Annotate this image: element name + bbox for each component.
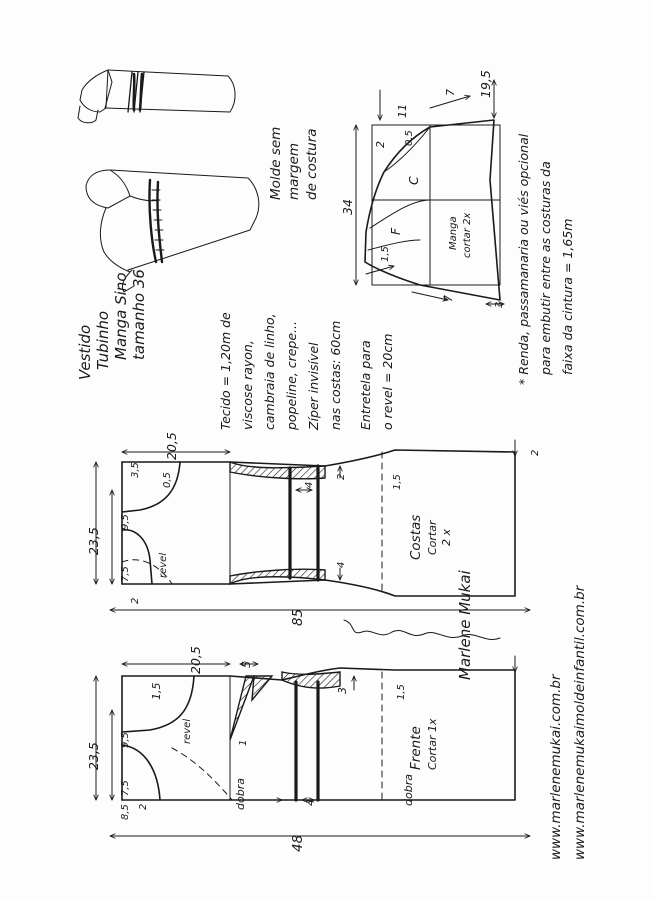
front-revel-label: revel (182, 718, 193, 744)
back-measure-7-5: 7,5 (120, 566, 131, 582)
title-line1: Vestido (76, 324, 94, 380)
sleeve-pattern (356, 80, 504, 304)
dimension-length-85: 85 (290, 608, 306, 626)
sleeve-measure-3: 3 (494, 301, 505, 308)
materials-line8: o revel = 20cm (380, 333, 395, 430)
sleeve-measure-34: 34 (340, 199, 355, 215)
dress-sketch-back (78, 70, 235, 123)
back-measure-2b: 2 (336, 473, 347, 480)
back-label: Costas (408, 514, 424, 560)
signature-mark (344, 620, 500, 640)
front-measure-3: 3 (336, 687, 349, 694)
materials-line7: Entretela para (358, 340, 373, 430)
sleeve-measure-0-5: 0,5 (404, 130, 415, 146)
sleeve-labels (340, 70, 505, 308)
front-measure-9-5: 9,5 (120, 732, 131, 748)
trim-note-line3: faixa da cintura = 1,65m (560, 218, 575, 375)
front-measure-1-5b: 1,5 (396, 684, 407, 700)
back-cut-label: Cortar (426, 520, 439, 555)
sleeve-measure-7a: 7 (444, 89, 457, 96)
back-revel-label: revel (158, 552, 169, 578)
signature: Marlene Mukai (456, 570, 474, 680)
trim-note (516, 133, 575, 385)
sleeve-cut-count: cortar 2x (462, 212, 473, 258)
materials-block (218, 312, 395, 431)
materials-line6: nas costas: 60cm (328, 320, 343, 430)
front-cut-label: Cortar 1x (426, 718, 439, 770)
title-line3: Manga Sino (112, 272, 130, 360)
title-line4: tamanho 36 (130, 269, 148, 360)
title-line2: Tubinho (94, 310, 112, 370)
sleeve-note-line3: de costura (304, 128, 320, 200)
sleeve-measure-11: 11 (396, 104, 409, 118)
front-measure-8-5: 8,5 (120, 804, 131, 820)
materials-line5: Zíper invisível (306, 342, 321, 430)
sleeve-measure-2: 2 (374, 141, 387, 148)
materials-line3: cambraia de linho, (262, 313, 277, 430)
front-label: Frente (408, 726, 424, 770)
front-measure-23-5: 23,5 (86, 742, 101, 770)
front-measure-1: 1 (238, 739, 249, 746)
sleeve-measure-7b: 7 (442, 295, 455, 302)
website-1[interactable]: www.marlenemukai.com.br (548, 674, 564, 860)
sleeve-label-f: F (388, 227, 403, 235)
front-fold-label-1: dobra (234, 778, 247, 810)
front-pattern (96, 656, 515, 800)
back-measure-4a: 4 (304, 481, 315, 488)
back-measure-23-5: 23,5 (86, 527, 101, 555)
front-measure-2: 2 (138, 803, 149, 810)
back-measure-2a: 2 (130, 597, 141, 604)
back-cut-count: 2 x (440, 528, 453, 546)
front-fold-label-2: dobra (402, 774, 415, 806)
back-measure-0-5: 0,5 (162, 472, 173, 488)
materials-line1: Tecido = 1,20m de (218, 312, 233, 430)
materials-line4: popeline, crepe... (284, 321, 299, 430)
back-measure-2c: 2 (530, 449, 541, 456)
sleeve-cut-label: Manga (448, 216, 459, 250)
trim-note-line1: * Renda, passamanaria ou viés opcional (516, 133, 531, 385)
sleeve-measure-1-5: 1,5 (380, 246, 391, 262)
front-measure-20-5: 20,5 (188, 646, 203, 674)
sleeve-label-c: C (406, 176, 421, 185)
sleeve-note (268, 127, 320, 200)
materials-line2: viscose rayon, (240, 340, 255, 430)
back-measure-1-5: 1,5 (392, 474, 403, 490)
title-block (76, 269, 148, 380)
front-labels (86, 646, 439, 820)
front-measure-7-5: 7,5 (120, 780, 131, 796)
sleeve-note-line2: margem (286, 143, 302, 200)
front-measure-1-5: 1,5 (150, 682, 163, 700)
back-measure-20-5: 20,5 (164, 432, 179, 460)
back-measure-3-5: 3,5 (130, 462, 141, 478)
back-measure-9-5: 9,5 (120, 514, 131, 530)
front-measure-5: 5 (240, 661, 253, 668)
front-measure-4: 4 (304, 799, 317, 806)
back-measure-4b: 4 (336, 561, 347, 568)
website-2[interactable]: www.marlenemukaimoldeinfantil.com.br (572, 585, 588, 860)
sleeve-measure-19-5: 19,5 (478, 70, 493, 98)
sleeve-note-line1: Molde sem (268, 126, 284, 200)
trim-note-line2: para embutir entre as costuras da (538, 161, 553, 375)
dimension-width-48: 48 (290, 834, 306, 852)
